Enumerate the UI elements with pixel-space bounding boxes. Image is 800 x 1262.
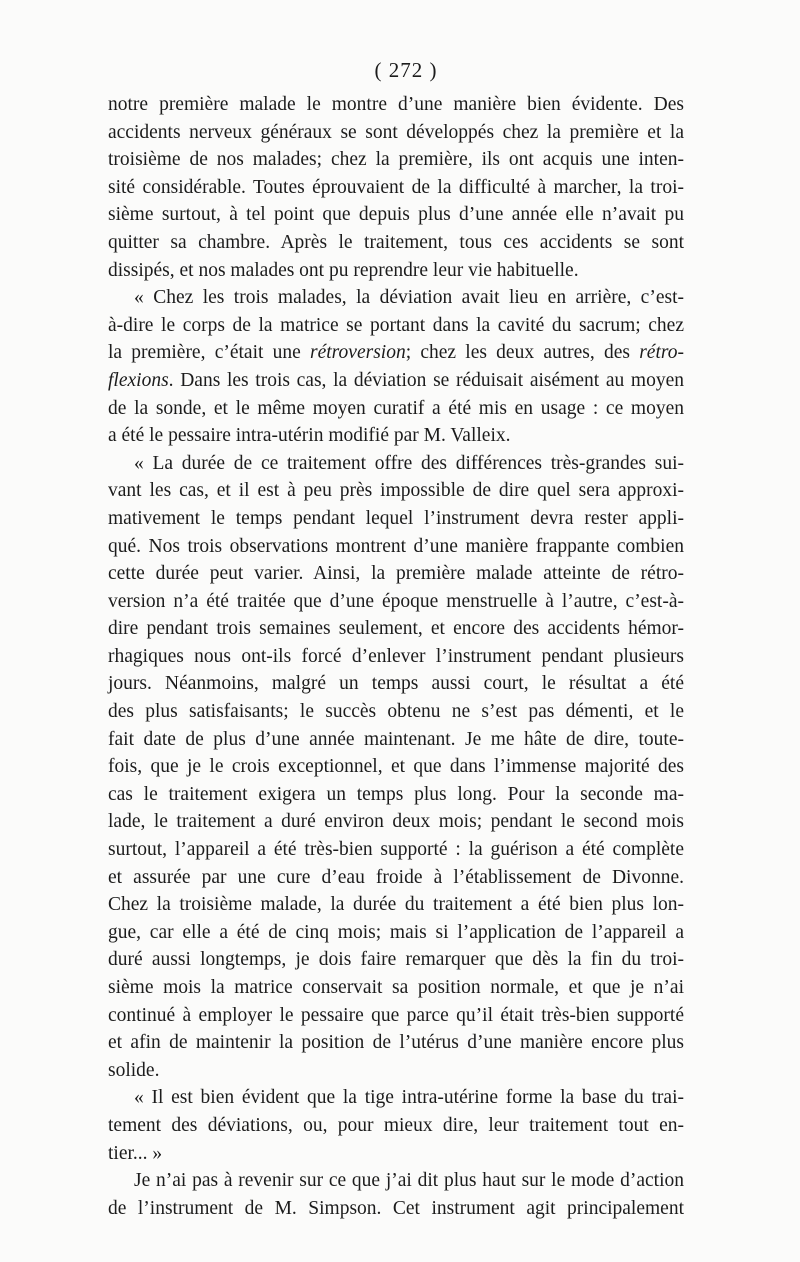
text-line: sité considérable. Toutes éprouvaient de la difficulté à marcher, la troi- xyxy=(108,176,684,198)
text-line: et assurée par une cure d’eau froide à l’établissement de Divonne. xyxy=(108,866,684,888)
text-line: a été le pessaire intra-utérin modifié par M. Valleix. xyxy=(108,425,511,447)
italic-term: rétroversion xyxy=(310,342,406,364)
text-line: et afin de maintenir la position de l’utérus d’une manière encore plus xyxy=(108,1032,684,1054)
text-line: quitter sa chambre. Après le traitement, tous ces accidents se sont xyxy=(108,231,684,253)
text-line: sième mois la matrice conservait sa position normale, et que je n’ai xyxy=(108,977,684,998)
text-line: continué à employer le pessaire que parce qu’il était très-bien supporté xyxy=(108,1004,684,1026)
text-line: cette durée peut varier. Ainsi, la première malade atteinte de rétro- xyxy=(108,563,684,585)
body-text xyxy=(108,91,684,1222)
book-page xyxy=(108,58,684,1222)
text-line: notre première malade le montre d’une manière bien évidente. Des xyxy=(108,94,684,115)
italic-term: rétro- xyxy=(639,342,684,364)
text-line: dire pendant trois semaines seulement, et encore des accidents hémor- xyxy=(108,618,684,640)
text-line: « Chez les trois malades, la déviation avait lieu en arrière, c’est- xyxy=(134,287,684,309)
text-line: jours. Néanmoins, malgré un temps aussi court, le résultat a été xyxy=(108,673,684,695)
text-line: sième surtout, à tel point que depuis plus d’une année elle n’avait pu xyxy=(108,204,684,226)
text-line: lade, le traitement a duré environ deux mois; pendant le second mois xyxy=(108,811,684,833)
text-line: dissipés, et nos malades ont pu reprendre leur vie habituelle. xyxy=(108,259,579,281)
text-line: Je n’ai pas à revenir sur ce que j’ai dit plus haut sur le mode d’action xyxy=(134,1170,684,1192)
text-line: solide. xyxy=(108,1059,160,1081)
text-line: fois, que je le crois exceptionnel, et que dans l’immense majorité des xyxy=(108,756,684,778)
text-line: Chez la troisième malade, la durée du traitement a été bien plus lon- xyxy=(108,894,684,916)
text-line: vant les cas, et il est à peu près impossible de dire quel sera approxi- xyxy=(108,480,684,502)
text-line: rhagiques nous ont-ils forcé d’enlever l’instrument pendant plusieurs xyxy=(108,645,684,667)
text-line: de la sonde, et le même moyen curatif a été mis en usage : ce moyen xyxy=(108,397,684,419)
text-line: cas le traitement exigera un temps plus long. Pour la seconde ma- xyxy=(108,783,684,805)
text-line: surtout, l’appareil a été très-bien supporté : la guérison a été complète xyxy=(108,839,684,861)
italic-term: flexions xyxy=(108,369,169,391)
text-line: « La durée de ce traitement offre des différences très-grandes sui- xyxy=(134,452,684,474)
text-line: accidents nerveux généraux se sont développés chez la première et la xyxy=(108,121,684,143)
text-line: tement des déviations, ou, pour mieux dire, leur traitement tout en- xyxy=(108,1114,684,1136)
text-line: des plus satisfaisants; le succès obtenu ne s’est pas démenti, et le xyxy=(108,701,684,723)
text-line: fait date de plus d’une année maintenant. Je me hâte de dire, toute- xyxy=(108,728,684,750)
text-line xyxy=(108,339,684,367)
text-span: ; chez les deux autres, des xyxy=(405,342,640,364)
text-line: qué. Nos trois observations montrent d’une manière frappante combien xyxy=(108,535,684,557)
text-line: duré aussi longtemps, je dois faire remarquer que dès la fin du troi- xyxy=(108,949,684,971)
text-line: à-dire le corps de la matrice se portant dans la cavité du sacrum; chez xyxy=(108,314,684,336)
text-line xyxy=(108,367,684,395)
text-line: gue, car elle a été de cinq mois; mais si l’application de l’appareil a xyxy=(108,921,684,943)
text-line: mativement le temps pendant lequel l’instrument devra rester appli- xyxy=(108,507,684,529)
text-line: version n’a été traitée que d’une époque menstruelle à l’autre, c’est-à- xyxy=(108,590,684,612)
text-line: tier... » xyxy=(108,1142,163,1164)
text-span: la première, c’était une xyxy=(108,342,311,364)
text-line: de l’instrument de M. Simpson. Cet instrument agit principalement xyxy=(108,1197,684,1219)
text-line: « Il est bien évident que la tige intra-utérine forme la base du trai- xyxy=(134,1087,684,1109)
page-number: ( 272 ) xyxy=(374,58,438,82)
text-span: . Dans les trois cas, la déviation se réduisait aisément au moyen xyxy=(168,369,684,391)
text-line: troisième de nos malades; chez la première, ils ont acquis une inten- xyxy=(108,149,684,171)
